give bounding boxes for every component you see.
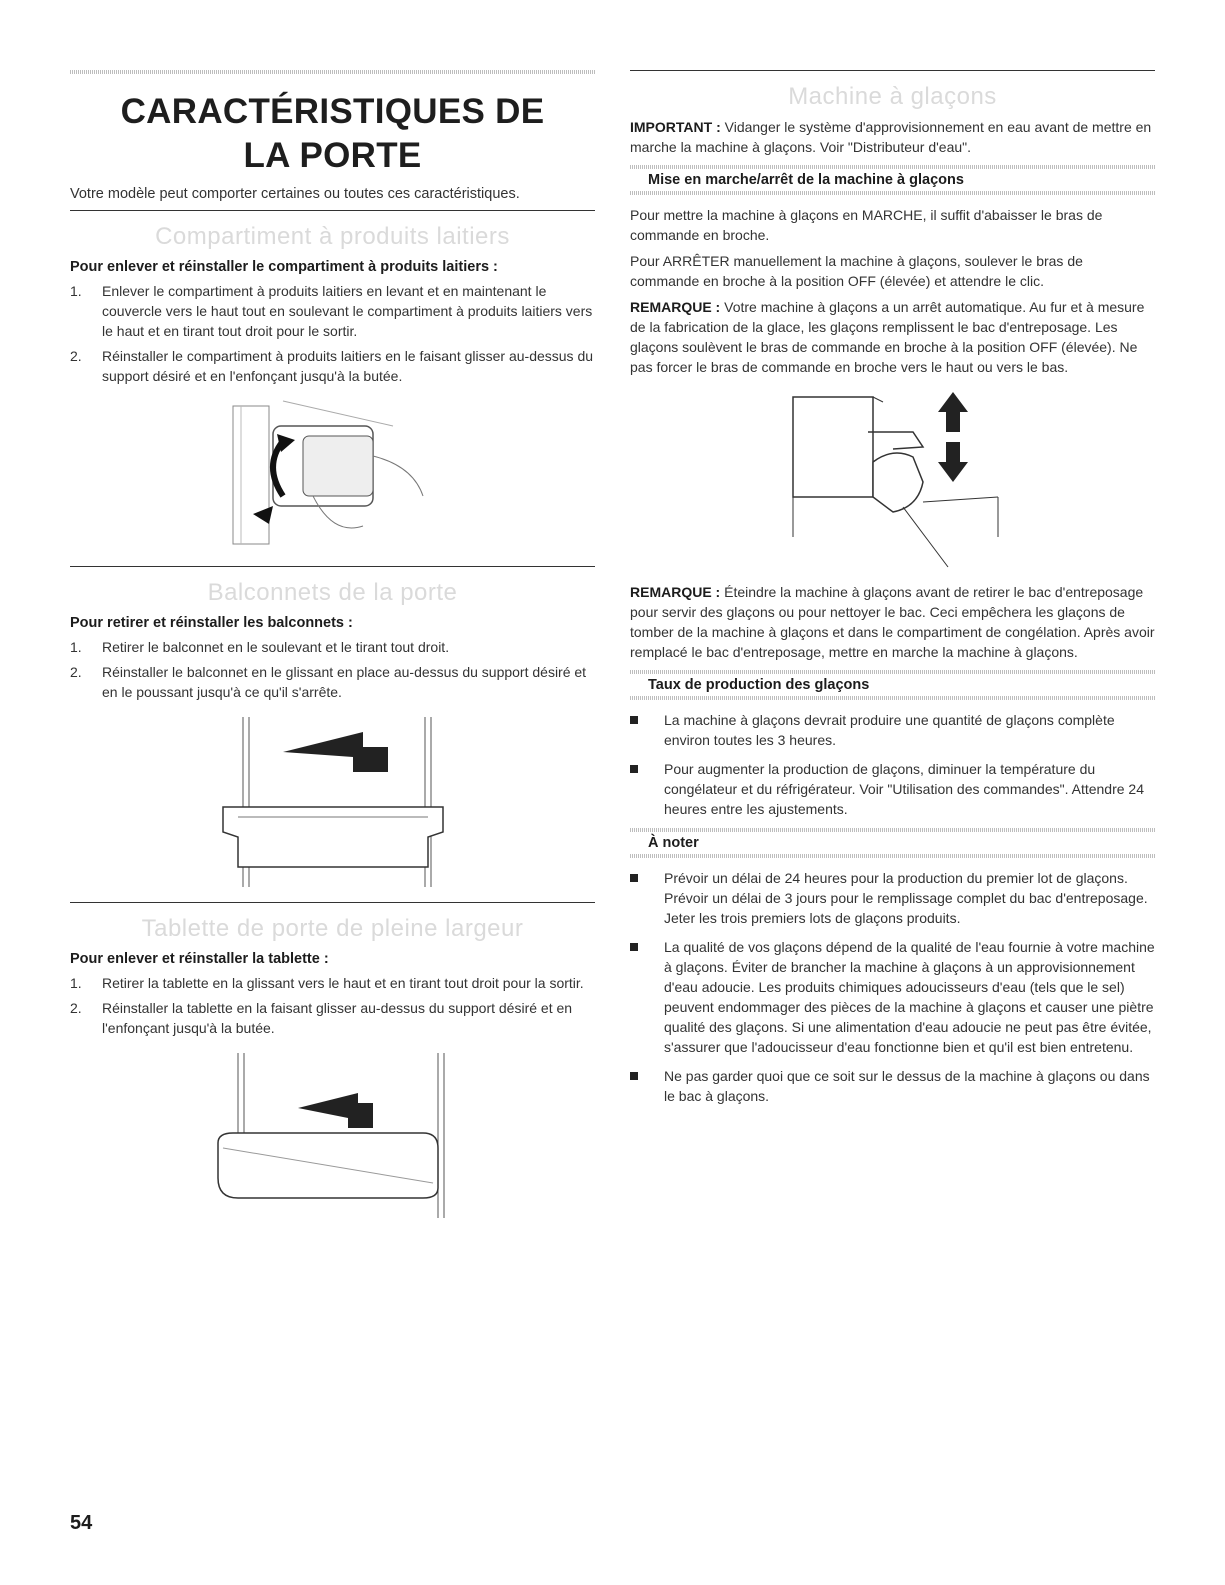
page-title-line2: LA PORTE (243, 136, 422, 175)
onoff-remark: REMARQUE : Votre machine à glaçons a un arrêt automatique. Au fur et à mesure de la fabrication de la glace, les glaçons remplissent le bac d'entreposage. Les glaçons soulèvent le bras de commande en broche à la position OFF (élevée). Ne pas forcer le bras de commande en broche vers le haut ou vers le bas. (630, 299, 1145, 375)
page-title-line1: CARACTÉRISTIQUES DE (120, 92, 545, 131)
dairy-illustration (223, 396, 443, 556)
balconies-title: Balconnets de la porte (207, 579, 458, 606)
list-item: 1. Enlever le compartiment à produits laitiers en levant et en maintenant le couvercle vers le haut tout en soulevant le compartiment à produits laitiers vers le haut et en tirant tout droit pour le sortir. (70, 283, 593, 339)
list-item: Prévoir un délai de 24 heures pour la production du premier lot de glaçons. Prévoir un délai de 3 jours pour le remplissage complet du bac d'entreposage. Jeter les trois premiers lots de glaçons produits. (630, 868, 1155, 928)
icemaker-title: Machine à glaçons (788, 83, 997, 110)
dairy-subhead: Pour enlever et réinstaller le compartiment à produits laitiers : (70, 259, 498, 275)
list-item: 1. Retirer la tablette en la glissant vers le haut et en tirant tout droit pour la sortir. (70, 975, 584, 991)
notes-bullets (630, 868, 1155, 1106)
onoff-heading: Mise en marche/arrêt de la machine à glaçons (648, 172, 964, 188)
left-column (70, 70, 595, 1233)
balcony-illustration (213, 712, 453, 892)
onoff-remark-2: REMARQUE : Éteindre la machine à glaçons avant de retirer le bac d'entreposage pour servir des glaçons ou pour nettoyer le bac. Ceci empêchera les glaçons de tomber de la machine à glaçons et dans le compartiment de congélation. Après avoir remplacé le bac d'entreposage, mettre en marche la machine à glaçons. (630, 584, 1155, 660)
intro-text: Votre modèle peut comporter certaines ou toutes ces caractéristiques. (70, 186, 520, 202)
dairy-title: Compartiment à produits laitiers (155, 223, 510, 250)
balconies-section (70, 579, 595, 892)
shelf-steps (70, 973, 595, 1038)
icemaker-illustration (773, 387, 1013, 572)
rate-heading-bar (630, 670, 1155, 700)
shelf-title: Tablette de porte de pleine largeur (141, 915, 524, 942)
notes-heading: À noter (648, 835, 699, 851)
onoff-paragraph-2: Pour ARRÊTER manuellement la machine à glaçons, soulever le bras de commande en broche à la position OFF (élevée) et attendre le clic. (630, 253, 1083, 289)
bullet-icon (630, 874, 638, 882)
list-item: 2. Réinstaller la tablette en la faisant glisser au-dessus du support désiré et en l'enfonçant jusqu'à la butée. (70, 1000, 573, 1036)
right-column (630, 70, 1155, 1115)
list-item: La machine à glaçons devrait produire une quantité de glaçons complète environ toutes les 3 heures. (630, 710, 1155, 750)
dairy-section (70, 223, 595, 556)
shelf-section (70, 915, 595, 1223)
bullet-icon (630, 943, 638, 951)
rate-bullets (630, 710, 1155, 819)
section-divider (70, 566, 595, 567)
balconies-subhead: Pour retirer et réinstaller les balconnets : (70, 615, 353, 631)
list-item: 2. Réinstaller le balconnet en le glissant en place au-dessus du support désiré et en le poussant jusqu'à ce qu'il s'arrête. (70, 664, 587, 700)
page-title (70, 90, 595, 178)
bullet-icon (630, 1072, 638, 1080)
important-note: IMPORTANT : Vidanger le système d'approvisionnement en eau avant de mettre en marche la machine à glaçons. Voir "Distributeur d'eau". (630, 119, 1152, 155)
bullet-icon (630, 765, 638, 773)
dairy-steps (70, 281, 595, 386)
shelf-illustration (198, 1048, 468, 1223)
section-divider (630, 70, 1155, 71)
list-item: 2. Réinstaller le compartiment à produits laitiers en le faisant glisser au-dessus du support désiré et en l'enfonçant jusqu'à la butée. (70, 348, 594, 384)
balconies-steps (70, 637, 595, 702)
notes-heading-bar (630, 828, 1155, 858)
list-item: Pour augmenter la production de glaçons, diminuer la température du congélateur et du réfrigérateur. Voir "Utilisation des commandes". Attendre 24 heures entre les ajustements. (630, 759, 1155, 819)
section-divider (70, 210, 595, 211)
shelf-subhead: Pour enlever et réinstaller la tablette : (70, 951, 329, 967)
list-item: 1. Retirer le balconnet en le soulevant et le tirant tout droit. (70, 639, 450, 655)
page-number: 54 (70, 1512, 93, 1534)
list-item: La qualité de vos glaçons dépend de la qualité de l'eau fournie à votre machine à glaçons. Éviter de brancher la machine à glaçons à un approvisionnement d'eau adoucie. Les produits chimiques adoucisseurs d'eau (tels que le sel) peuvent endommager des pièces de la machine à glaçons et causer une piètre qualité des glaçons. Si une alimentation d'eau adoucie ne peut pas être évitée, s'assurer que l'adoucisseur d'eau fonctionne bien et qu'il est bien entretenu. (630, 937, 1155, 1057)
list-item: Ne pas garder quoi que ce soit sur le dessus de la machine à glaçons ou dans le bac à glaçons. (630, 1066, 1155, 1106)
rate-heading: Taux de production des glaçons (648, 677, 870, 693)
onoff-paragraph-1: Pour mettre la machine à glaçons en MARCHE, il suffit d'abaisser le bras de commande en broche. (630, 207, 1103, 243)
bullet-icon (630, 716, 638, 724)
onoff-heading-bar (630, 165, 1155, 195)
top-hatch-rule (70, 70, 595, 74)
section-divider (70, 902, 595, 903)
